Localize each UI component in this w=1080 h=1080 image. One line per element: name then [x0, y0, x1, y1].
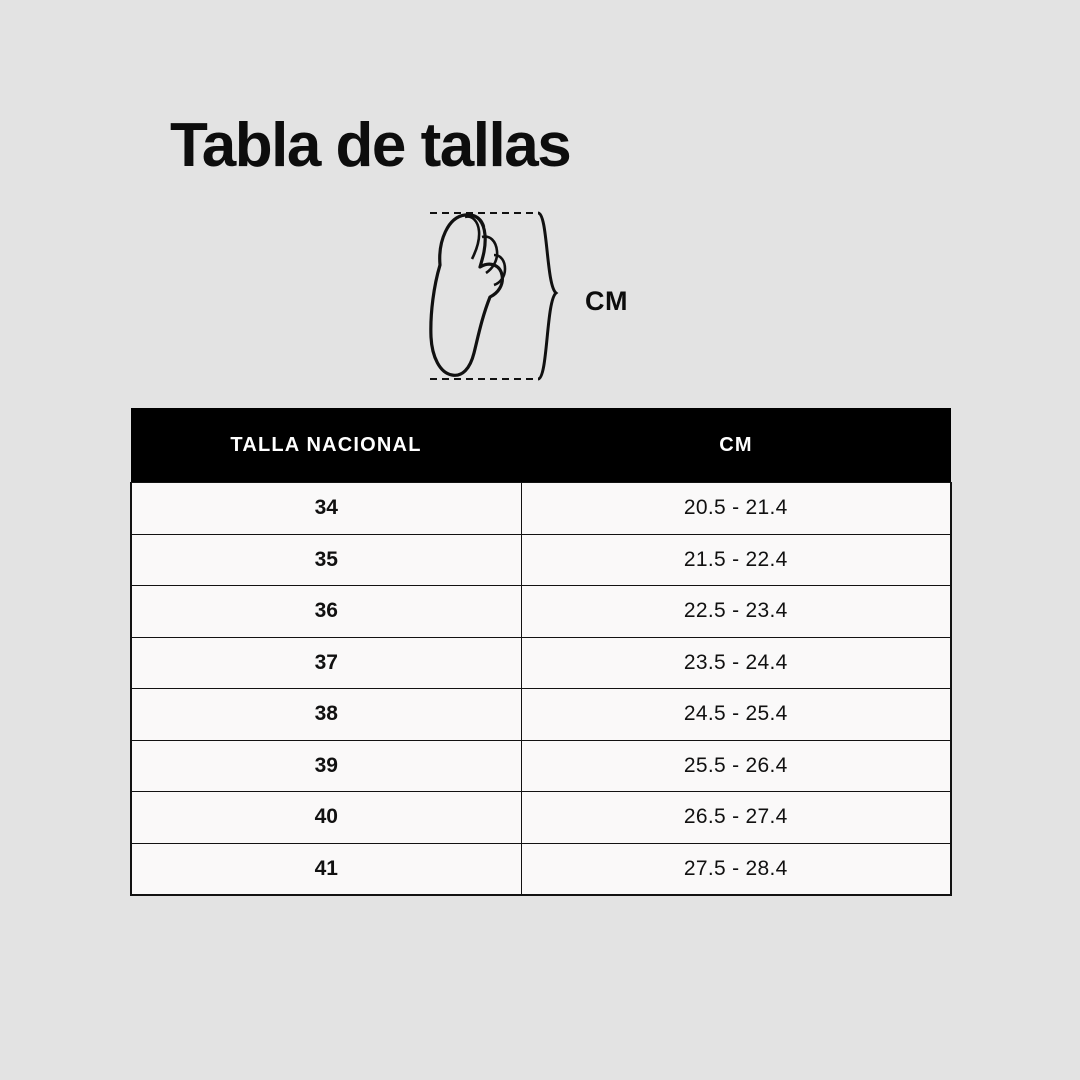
foot-sole-icon	[431, 215, 505, 376]
cell-cm: 25.5 - 26.4	[521, 740, 951, 792]
measurement-brace-icon	[538, 213, 556, 379]
table-header-row	[131, 408, 951, 483]
table-row	[131, 843, 951, 895]
cell-cm: 24.5 - 25.4	[521, 689, 951, 741]
cell-size: 38	[131, 689, 521, 741]
cell-size: 39	[131, 740, 521, 792]
cell-cm: 21.5 - 22.4	[521, 534, 951, 586]
cell-cm: 23.5 - 24.4	[521, 637, 951, 689]
column-header-cm: CM	[521, 408, 951, 483]
table-row	[131, 483, 951, 535]
cm-measurement-label: CM	[585, 286, 628, 316]
column-header-talla-nacional: TALLA NACIONAL	[131, 408, 521, 483]
table-row	[131, 586, 951, 638]
table-body	[131, 483, 951, 896]
cell-size: 35	[131, 534, 521, 586]
cell-size: 34	[131, 483, 521, 535]
table-row	[131, 534, 951, 586]
foot-measurement-diagram	[420, 205, 680, 395]
page-title: Tabla de tallas	[170, 111, 571, 180]
cell-size: 40	[131, 792, 521, 844]
cell-size: 37	[131, 637, 521, 689]
cell-cm: 26.5 - 27.4	[521, 792, 951, 844]
cell-cm: 20.5 - 21.4	[521, 483, 951, 535]
cell-cm: 27.5 - 28.4	[521, 843, 951, 895]
table-row	[131, 792, 951, 844]
cell-size: 36	[131, 586, 521, 638]
size-table	[130, 408, 952, 896]
size-table-wrapper	[130, 408, 950, 896]
cell-size: 41	[131, 843, 521, 895]
table-row	[131, 689, 951, 741]
table-row	[131, 637, 951, 689]
cell-cm: 22.5 - 23.4	[521, 586, 951, 638]
table-row	[131, 740, 951, 792]
